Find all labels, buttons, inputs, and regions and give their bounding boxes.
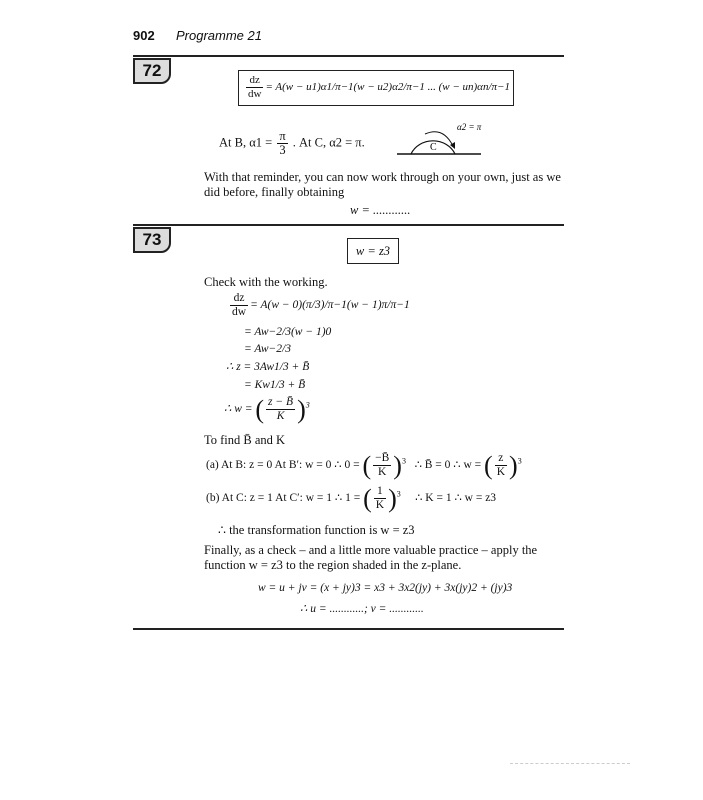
diagram-alpha-label: α2 = π — [457, 122, 482, 132]
working-line-5: = Kw1/3 + B̄ — [244, 379, 306, 391]
finally-text: Finally, as a check – and a little more valuable practice – apply the function w = z3 to the region shaded in the z-plane. — [204, 543, 538, 572]
three-den: 3 — [279, 143, 286, 157]
working-line-3: = Aw−2/3 — [244, 343, 291, 355]
pi-num: π — [279, 129, 286, 143]
frame-73-number: 73 — [133, 227, 171, 253]
working-line-2: = Aw−2/3(w − 1)0 — [244, 326, 332, 338]
working-line-4: ∴ z = 3Aw1/3 + B̄ — [226, 361, 310, 373]
case-a: (a) At B: z = 0 At B′: w = 0 ∴ 0 = ( $\frac{-B̄}{K}$ )$^3$ ∴ B̄ = 0 ∴ w = ( $\frac{z}{K}$ )$^3$ — [206, 451, 522, 480]
uv-blanks: ∴ u = ............; v = ............ — [300, 603, 424, 615]
reminder-text: With that reminder, you can now work through on your own, just as we did before, finally obtaining — [204, 170, 561, 199]
formula-rhs: = A(w − u1)α1/π−1(w − u2)α2/π−1 ... (w − un)αn/π−1 — [265, 81, 510, 94]
scan-artifact — [510, 763, 630, 765]
bottom-rule — [133, 628, 564, 630]
expansion-line: w = u + jv = (x + jy)3 = x3 + 3x2(jy) + 3x(jy)2 + (jy)3 — [258, 582, 513, 594]
frame-72-angles — [219, 130, 365, 157]
frame-73-rule — [133, 224, 564, 226]
frame-72-number: 72 — [133, 58, 171, 84]
frame-72-rule — [133, 55, 564, 57]
transformation-text: ∴ the transformation function is w = z3 — [218, 523, 415, 537]
angle-diagram — [395, 118, 485, 160]
at-b-text: At B, α1 = — [219, 135, 273, 150]
frame-72-formula-box — [238, 70, 514, 106]
w-blank: w = ............ — [350, 203, 411, 217]
page-number: 902 — [133, 28, 155, 43]
formula-dw: dw — [248, 88, 262, 100]
case-b: (b) At C: z = 1 At C′: w = 1 ∴ 1 = ( $\frac{1}{K}$ )$^3$ ∴ K = 1 ∴ w = z3 — [206, 484, 497, 513]
at-c-text: . At C, α2 = π. — [292, 135, 365, 150]
working-line-6: ∴ w = ( $\frac{z - B̄}{K}$ )$^3$ — [224, 395, 310, 424]
diagram-c-label: C — [430, 142, 437, 153]
answer-box: w = z3 — [347, 238, 399, 264]
check-text: Check with the working. — [204, 275, 328, 289]
formula-dz: dz — [246, 74, 263, 88]
working-line-1: $\frac{dz}{dw}$ = A(w − 0)(π/3)/π−1(w − 1)π/π−1 — [232, 292, 410, 318]
to-find-text: To find B̄ and K — [204, 433, 286, 447]
programme-title: Programme 21 — [176, 28, 262, 43]
